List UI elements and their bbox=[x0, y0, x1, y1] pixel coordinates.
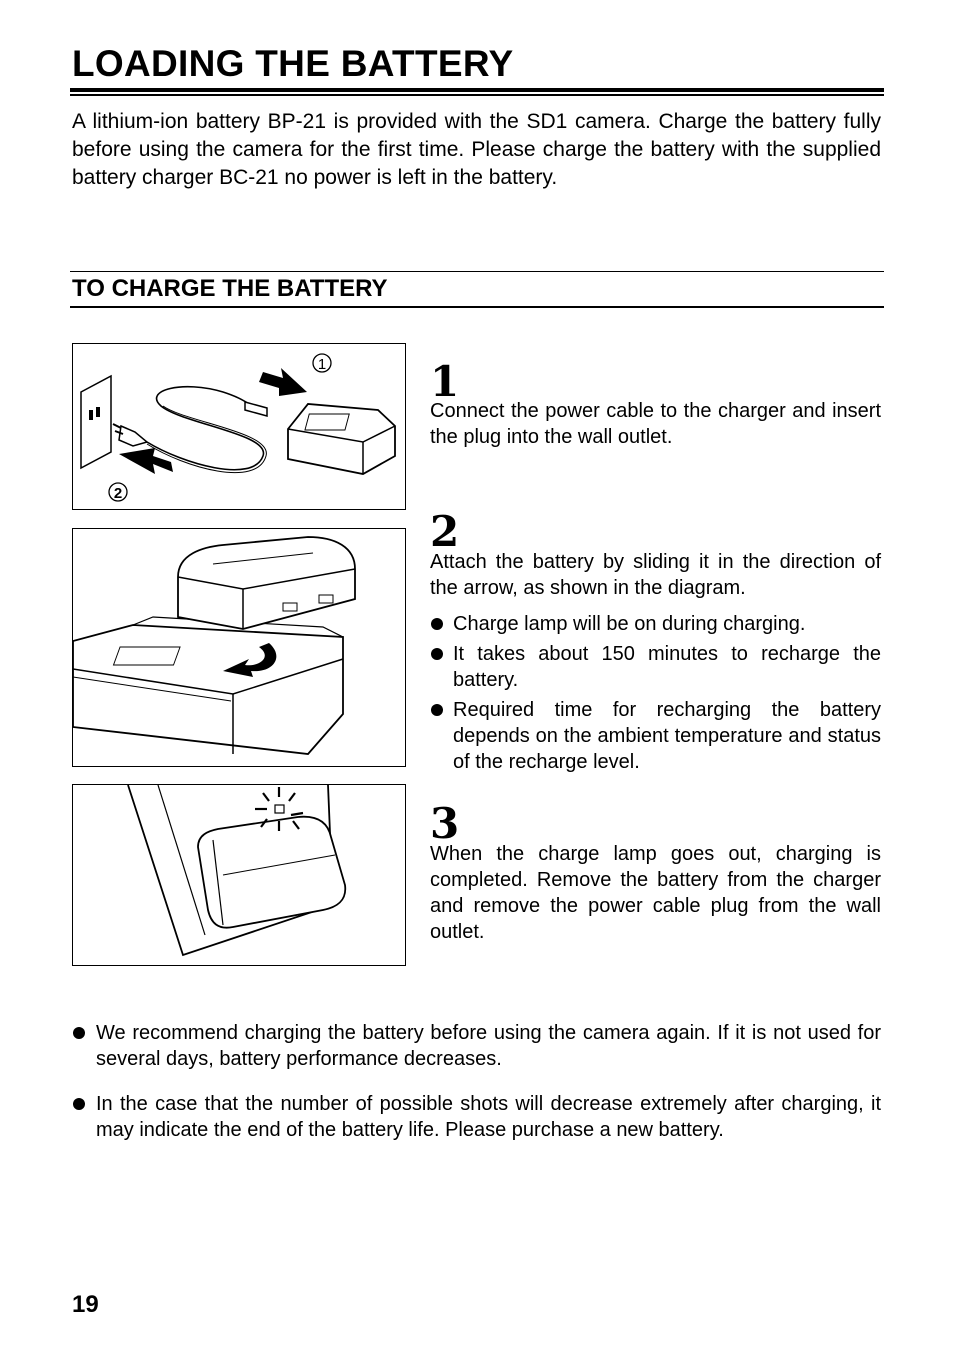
page-number: 19 bbox=[72, 1291, 99, 1318]
list-item: We recommend charging the battery before using the camera again. If it is not used for several days, battery performance decreases. bbox=[72, 1020, 881, 1072]
step-3-text: When the charge lamp goes out, charging is completed. Remove the battery from the charger and remove the power cable plug from the wall outlet. bbox=[430, 843, 881, 943]
power-cable bbox=[147, 387, 264, 470]
charger-cable-illustration bbox=[73, 344, 405, 509]
section-title: TO CHARGE THE BATTERY bbox=[72, 275, 388, 302]
figure-attach-battery bbox=[72, 528, 406, 767]
callout-2-label: 2 bbox=[113, 485, 123, 502]
section-rule-bottom bbox=[70, 306, 884, 308]
callout-1-label: 1 bbox=[317, 356, 327, 373]
list-item: It takes about 150 minutes to recharge the battery. bbox=[430, 641, 881, 693]
step-2-text: Attach the battery by sliding it in the direction of the arrow, as shown in the diagram. bbox=[430, 551, 881, 599]
figure-connect-cable bbox=[72, 343, 406, 510]
intro-paragraph: A lithium-ion battery BP-21 is provided with the SD1 camera. Charge the battery fully before using the camera for the first time. Please charge the battery with the supplied battery charger BC-21 no power is left in the battery. bbox=[72, 110, 881, 189]
battery-on-charger bbox=[198, 817, 345, 928]
title-rule-thick bbox=[70, 88, 884, 92]
page-title: LOADING THE BATTERY bbox=[72, 43, 514, 84]
section-rule-top bbox=[70, 271, 884, 272]
battery-icon bbox=[178, 537, 355, 629]
list-item: Charge lamp will be on during charging. bbox=[430, 611, 881, 637]
arrow-right-icon bbox=[259, 368, 307, 396]
notes-list bbox=[72, 1020, 881, 1162]
figure-remove-battery bbox=[72, 784, 406, 966]
list-item: In the case that the number of possible shots will decrease extremely after charging, it may indicate the end of the battery life. Please purchase a new battery. bbox=[72, 1091, 881, 1143]
step-1-text: Connect the power cable to the charger and insert the plug into the wall outlet. bbox=[430, 400, 881, 448]
plug-icon bbox=[119, 426, 147, 446]
step-3-number: 3 bbox=[430, 799, 460, 848]
wall-outlet-icon bbox=[81, 376, 111, 468]
step-2-number: 2 bbox=[430, 507, 460, 556]
step-1-number: 1 bbox=[430, 357, 460, 406]
step-2-bullets bbox=[430, 611, 881, 779]
list-item: Required time for recharging the battery depends on the ambient temperature and status of the recharge level. bbox=[430, 697, 881, 775]
charge-lamp-icon bbox=[275, 805, 284, 813]
charge-lamp-illustration bbox=[73, 785, 405, 965]
title-rule-thin bbox=[70, 94, 884, 96]
battery-attach-illustration bbox=[73, 529, 405, 766]
